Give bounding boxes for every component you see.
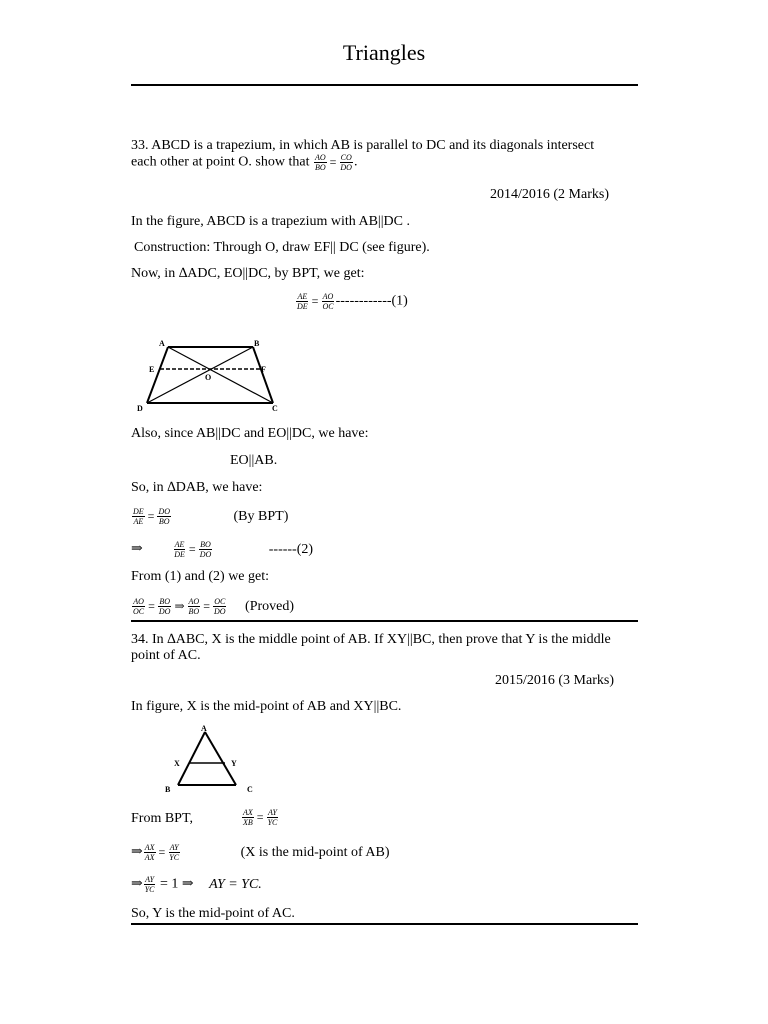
diagonal-bd	[147, 347, 253, 403]
frac-oc-do: $\frac{OC}{DO}$	[213, 597, 226, 616]
frac-de-ae: $\frac{DE}{AE}$	[133, 507, 144, 526]
label-e: E	[149, 365, 155, 374]
frac-ao-bo: $\frac{AO}{BO}$	[188, 597, 200, 616]
q33-statement-6: So, in ∆DAB, we have:	[131, 480, 263, 495]
q34-equation-2: ⇒ $\frac{AX}{AX}$ = $\frac{AY}{YC}$ (X is the mid-point of AB)	[131, 843, 390, 862]
frac-ae-de: $\frac{AE}{DE}$	[297, 292, 308, 311]
label-y: Y	[231, 759, 237, 768]
conclusion-equation: AY = YC.	[209, 876, 262, 892]
q33-statement-7: From (1) and (2) we get:	[131, 569, 270, 584]
q33-equation-1: $\frac{AE}{DE}$ = $\frac{AO}{OC}$ ------------(1)	[297, 292, 408, 311]
implies-arrow: ⇒	[131, 541, 143, 557]
label-o: O	[205, 373, 212, 382]
label-b: B	[165, 785, 171, 794]
q33-statement-3: Now, in ∆ADC, EO||DC, by BPT, we get:	[131, 266, 365, 281]
q33-question-frac-ao-bo: $\frac{AO}{BO}$	[314, 153, 326, 172]
q33-equation-2: $\frac{DE}{AE}$ = $\frac{DO}{BO}$ (By BPT)	[133, 507, 289, 526]
q34-equation-1: $\frac{AX}{XB}$ = $\frac{AY}{YC}$	[243, 808, 278, 827]
trapezium-figure	[135, 335, 285, 415]
q33-statement-4: Also, since AB||DC and EO||DC, we have:	[131, 426, 369, 441]
frac-ax-ax: $\frac{AX}{AX}$	[144, 843, 155, 862]
proved-note: (Proved)	[245, 598, 295, 614]
q33-question-line2: each other at point O. show that $\frac{AO}{BO}$ = $\frac{CO}{DO}$ .	[131, 153, 358, 172]
q34-statement-1: In figure, X is the mid-point of AB and XY||BC.	[131, 699, 402, 714]
q33-equation-3: ⇒ $\frac{AE}{DE}$ = $\frac{BO}{DO}$ ------(2)	[131, 540, 314, 559]
section-divider	[131, 620, 638, 622]
frac-ae-de: $\frac{AE}{DE}$	[174, 540, 185, 559]
q34-question-line1: 34. In ∆ABC, X is the middle point of AB. If XY||BC, then prove that Y is the middle	[131, 632, 611, 647]
q34-conclusion: So, Y is the mid-point of AC.	[131, 906, 295, 921]
triangle-figure	[160, 722, 270, 797]
equals-one: = 1 ⇒	[160, 876, 194, 892]
q33-question-text: each other at point O. show that	[131, 154, 310, 170]
q33-construction: Construction: Through O, draw EF|| DC (see figure).	[134, 240, 430, 255]
q33-question-line1: 33. ABCD is a trapezium, in which AB is parallel to DC and its diagonals intersect	[131, 138, 595, 153]
frac-ay-yc: $\frac{AY}{YC}$	[144, 875, 155, 894]
frac-ay-yc: $\frac{AY}{YC}$	[169, 843, 180, 862]
by-bpt-note: (By BPT)	[233, 508, 289, 524]
label-x: X	[174, 759, 180, 768]
bottom-divider	[131, 923, 638, 925]
midpoint-note: (X is the mid-point of AB)	[240, 844, 390, 860]
page-title: Triangles	[342, 40, 426, 65]
label-c: C	[272, 404, 278, 413]
q34-equation-3: ⇒ $\frac{AY}{YC}$ = 1 ⇒ AY = YC.	[131, 875, 262, 894]
frac-ao-oc: $\frac{AO}{OC}$	[322, 292, 334, 311]
label-d: D	[137, 404, 143, 413]
q33-statement-1: In the figure, ABCD is a trapezium with AB||DC .	[131, 214, 410, 229]
q34-statement-2: From BPT,	[131, 811, 193, 826]
equation-tag-1: ------------(1)	[335, 293, 408, 309]
label-f: F	[261, 365, 266, 374]
q34-marks: 2015/2016 (3 Marks)	[495, 673, 614, 688]
frac-do-bo: $\frac{DO}{BO}$	[158, 507, 171, 526]
side-ab	[178, 732, 205, 785]
equation-tag-2: ------(2)	[268, 541, 314, 557]
diagonal-ac	[168, 347, 273, 403]
q33-equation-4: $\frac{AO}{OC}$ = $\frac{BO}{DO}$ ⇒ $\frac{AO}{BO}$ = $\frac{OC}{DO}$ (Proved)	[133, 597, 295, 616]
q33-statement-5: EO||AB.	[230, 453, 278, 468]
label-a: A	[201, 724, 207, 733]
q33-question-frac-co-do: $\frac{CO}{DO}$	[340, 153, 352, 172]
q33-marks: 2014/2016 (2 Marks)	[490, 187, 609, 202]
frac-ay-yc: $\frac{AY}{YC}$	[267, 808, 278, 827]
side-da	[147, 347, 168, 403]
label-b: B	[254, 339, 260, 348]
frac-ax-xb: $\frac{AX}{XB}$	[243, 808, 253, 827]
title-divider	[131, 84, 638, 86]
frac-bo-do: $\frac{BO}{DO}$	[199, 540, 212, 559]
frac-bo-do: $\frac{BO}{DO}$	[158, 597, 171, 616]
q34-question-line2: point of AC.	[131, 648, 201, 663]
frac-ao-oc: $\frac{AO}{OC}$	[133, 597, 145, 616]
label-c: C	[247, 785, 253, 794]
label-a: A	[159, 339, 165, 348]
